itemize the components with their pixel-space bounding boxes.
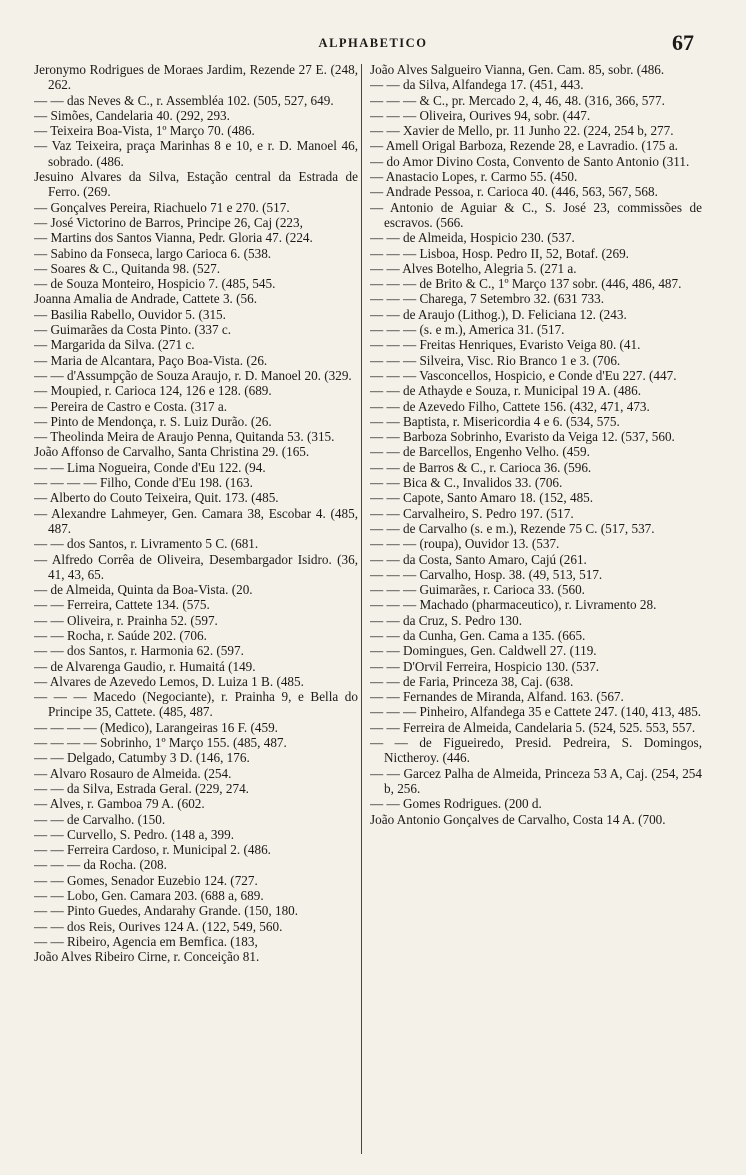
page-number: 67 xyxy=(672,30,694,55)
directory-entry: — de Alvarenga Gaudio, r. Humaitá (149. xyxy=(34,658,256,674)
directory-entry: — Vaz Teixeira, praça Marinhas 8 e 10, e r. D. Manoel 46, sobrado. (486. xyxy=(34,138,358,169)
page-header xyxy=(0,30,746,60)
directory-entry: — — — — (Medico), Larangeiras 16 F. (459. xyxy=(34,719,278,735)
directory-entry: João Affonso de Carvalho, Santa Christina 29. (165. xyxy=(34,444,310,460)
page-title: ALPHABETICO xyxy=(318,36,428,50)
directory-entry: — — Rocha, r. Saúde 202. (706. xyxy=(34,627,207,643)
directory-entry: — — — — Sobrinho, 1º Março 155. (485, 487. xyxy=(34,735,287,751)
directory-entry: — — de Barcellos, Engenho Velho. (459. xyxy=(370,444,590,460)
directory-entry: — — de Araujo (Lithog.), D. Feliciana 12. (243. xyxy=(370,306,627,322)
directory-entry: — — — da Rocha. (208. xyxy=(34,857,167,873)
directory-entry: — — Gomes Rodrigues. (200 d. xyxy=(370,796,542,812)
directory-entry: — — de Carvalho. (150. xyxy=(34,811,166,827)
directory-entry: Jeronymo Rodrigues de Moraes Jardim, Rezende 27 E. (248, 262. xyxy=(34,62,358,93)
directory-entry: — — da Costa, Santo Amaro, Cajú (261. xyxy=(370,551,587,567)
column-divider xyxy=(361,64,362,1154)
directory-entry: — Simões, Candelaria 40. (292, 293. xyxy=(34,107,230,123)
directory-entry: — — — Freitas Henriques, Evaristo Veiga 80. (41. xyxy=(370,337,641,353)
directory-entry: — — das Neves & C., r. Assembléa 102. (505, 527, 649. xyxy=(34,92,334,108)
directory-entry: — — — Carvalho, Hosp. 38. (49, 513, 517. xyxy=(370,566,603,582)
directory-entry: — — Domingues, Gen. Caldwell 27. (119. xyxy=(370,643,597,659)
directory-entry: — — — (roupa), Ouvidor 13. (537. xyxy=(370,536,560,552)
directory-entry: — — da Cruz, S. Pedro 130. xyxy=(370,612,523,628)
directory-entry: — Martins dos Santos Vianna, Pedr. Gloria 47. (224. xyxy=(34,230,313,246)
directory-entry: — — Baptista, r. Misericordia 4 e 6. (534, 575. xyxy=(370,413,620,429)
directory-entry: — — dos Santos, r. Livramento 5 C. (681. xyxy=(34,536,259,552)
directory-entry: — — — (s. e m.), America 31. (517. xyxy=(370,322,565,338)
directory-entry: — — Alves Botelho, Alegria 5. (271 a. xyxy=(370,260,577,276)
directory-entry: — — de Carvalho (s. e m.), Rezende 75 C. (517, 537. xyxy=(370,520,655,536)
directory-entry: — Gonçalves Pereira, Riachuelo 71 e 270. (517. xyxy=(34,199,290,215)
directory-entry: — Alfredo Corrêa de Oliveira, Desembargador Isidro. (36, 41, 43, 65. xyxy=(34,551,358,582)
directory-entry: — — Barboza Sobrinho, Evaristo da Veiga 12. (537, 560. xyxy=(370,429,675,445)
directory-entry: — — — Vasconcellos, Hospicio, e Conde d'Eu 227. (447. xyxy=(370,367,677,383)
directory-entry: — — de Athayde e Souza, r. Municipal 19 A. (486. xyxy=(370,383,642,399)
directory-entry: — — — Pinheiro, Alfandega 35 e Cattete 247. (140, 413, 485. xyxy=(370,704,702,720)
directory-entry: — — Garcez Palha de Almeida, Princeza 53 A, Caj. (254, 254 b, 256. xyxy=(370,765,702,796)
directory-entry: — Alexandre Lahmeyer, Gen. Camara 38, Escobar 4. (485, 487. xyxy=(34,505,358,536)
directory-entry: — — Xavier de Mello, pr. 11 Junho 22. (224, 254 b, 277. xyxy=(370,123,674,139)
directory-entry: — — de Figueiredo, Presid. Pedreira, S. Domingos, Nictheroy. (446. xyxy=(370,735,702,766)
directory-entry: — — Curvello, S. Pedro. (148 a, 399. xyxy=(34,826,234,842)
directory-entry: — Pereira de Castro e Costa. (317 a. xyxy=(34,398,227,414)
directory-entry: — Theolinda Meira de Araujo Penna, Quitanda 53. (315. xyxy=(34,429,335,445)
directory-entry: — Guimarães da Costa Pinto. (337 c. xyxy=(34,322,232,338)
directory-entry: — — de Azevedo Filho, Cattete 156. (432, 471, 473. xyxy=(370,398,650,414)
directory-entry: — — — Lisboa, Hosp. Pedro II, 52, Botaf. (269. xyxy=(370,245,629,261)
directory-entry: — — d'Assumpção de Souza Araujo, r. D. Manoel 20. (329. xyxy=(34,367,352,383)
left-column xyxy=(34,62,358,1162)
directory-entry: — — da Silva, Estrada Geral. (229, 274. xyxy=(34,780,249,796)
directory-entry: — — da Silva, Alfandega 17. (451, 443. xyxy=(370,77,584,93)
directory-entry: — Sabino da Fonseca, largo Carioca 6. (538. xyxy=(34,245,272,261)
directory-entry: — de Souza Monteiro, Hospicio 7. (485, 545. xyxy=(34,276,276,292)
directory-entry: — Anastacio Lopes, r. Carmo 55. (450. xyxy=(370,169,578,185)
directory-entry: — — de Barros & C., r. Carioca 36. (596. xyxy=(370,459,592,475)
directory-entry: — — dos Reis, Ourives 124 A. (122, 549, 560. xyxy=(34,918,283,934)
directory-entry: — — Gomes, Senador Euzebio 124. (727. xyxy=(34,872,258,888)
directory-entry: Jesuino Alvares da Silva, Estação central da Estrada de Ferro. (269. xyxy=(34,169,358,200)
directory-entry: — — da Cunha, Gen. Cama a 135. (665. xyxy=(370,627,586,643)
directory-entry: — — — Silveira, Visc. Rio Branco 1 e 3. (706. xyxy=(370,352,621,368)
directory-entry: — — — & C., pr. Mercado 2, 4, 46, 48. (316, 366, 577. xyxy=(370,92,665,108)
directory-entry: — — Lobo, Gen. Camara 203. (688 a, 689. xyxy=(34,888,264,904)
directory-entry: — — — Oliveira, Ourives 94, sobr. (447. xyxy=(370,107,591,123)
directory-entry: — — — Guimarães, r. Carioca 33. (560. xyxy=(370,582,585,598)
directory-entry: — — — Charega, 7 Setembro 32. (631 733. xyxy=(370,291,605,307)
directory-entry: — Antonio de Aguiar & C., S. José 23, commissões de escravos. (566. xyxy=(370,199,702,230)
directory-entry: — — — Machado (pharmaceutico), r. Livramento 28. xyxy=(370,597,657,613)
directory-entry: Joanna Amalia de Andrade, Cattete 3. (56. xyxy=(34,291,258,307)
directory-entry: — — Ferreira Cardoso, r. Municipal 2. (486. xyxy=(34,842,271,858)
directory-entry: — — — Macedo (Negociante), r. Prainha 9, e Bella do Principe 35, Cattete. (485, 487. xyxy=(34,689,358,720)
directory-entry: — Soares & C., Quitanda 98. (527. xyxy=(34,260,221,276)
directory-entry: — Teixeira Boa-Vista, 1º Março 70. (486. xyxy=(34,123,255,139)
directory-entry: — — de Almeida, Hospicio 230. (537. xyxy=(370,230,575,246)
directory-entry: — — D'Orvil Ferreira, Hospicio 130. (537. xyxy=(370,658,600,674)
directory-entry: — Alvares de Azevedo Lemos, D. Luiza 1 B. (485. xyxy=(34,673,304,689)
directory-entry: — Pinto de Mendonça, r. S. Luiz Durão. (26. xyxy=(34,413,272,429)
directory-entry: — Alvaro Rosauro de Almeida. (254. xyxy=(34,765,232,781)
directory-entry: — — — — Filho, Conde d'Eu 198. (163. xyxy=(34,475,253,491)
directory-entry: — — Oliveira, r. Prainha 52. (597. xyxy=(34,612,218,628)
directory-entry: — — Ribeiro, Agencia em Bemfica. (183, xyxy=(34,933,258,949)
directory-entry: João Alves Salgueiro Vianna, Gen. Cam. 85, sobr. (486. xyxy=(370,62,665,77)
directory-entry: — — Bica & C., Invalidos 33. (706. xyxy=(370,475,563,491)
directory-entry: — Amell Origal Barboza, Rezende 28, e Lavradio. (175 a. xyxy=(370,138,678,154)
directory-entry: — do Amor Divino Costa, Convento de Santo Antonio (311. xyxy=(370,153,690,169)
directory-entry: — — — de Brito & C., 1º Março 137 sobr. (446, 486, 487. xyxy=(370,276,682,292)
directory-entry: — Andrade Pessoa, r. Carioca 40. (446, 563, 567, 568. xyxy=(370,184,658,200)
directory-entry: João Alves Ribeiro Cirne, r. Conceição 81. xyxy=(34,949,260,965)
directory-entry: — — Carvalheiro, S. Pedro 197. (517. xyxy=(370,505,574,521)
directory-entry: — — Delgado, Catumby 3 D. (146, 176. xyxy=(34,750,250,766)
directory-entry: — Alberto do Couto Teixeira, Quit. 173. (485. xyxy=(34,490,279,506)
directory-entry: — Alves, r. Gamboa 79 A. (602. xyxy=(34,796,205,812)
directory-entry: — Maria de Alcantara, Paço Boa-Vista. (26. xyxy=(34,352,268,368)
directory-entry: — — Ferreira, Cattete 134. (575. xyxy=(34,597,210,613)
directory-entry: — — Ferreira de Almeida, Candelaria 5. (524, 525. 553, 557. xyxy=(370,719,696,735)
directory-entry: — José Victorino de Barros, Principe 26, Caj (223, xyxy=(34,214,303,230)
directory-entry: — Margarida da Silva. (271 c. xyxy=(34,337,195,353)
directory-entry: — — Pinto Guedes, Andarahy Grande. (150, 180. xyxy=(34,903,299,919)
right-column xyxy=(370,62,702,1162)
directory-entry: — — de Faria, Princeza 38, Caj. (638. xyxy=(370,673,574,689)
directory-entry: — de Almeida, Quinta da Boa-Vista. (20. xyxy=(34,582,253,598)
directory-entry: — — dos Santos, r. Harmonia 62. (597. xyxy=(34,643,244,659)
directory-entry: — — Lima Nogueira, Conde d'Eu 122. (94. xyxy=(34,459,266,475)
directory-entry: — — Capote, Santo Amaro 18. (152, 485. xyxy=(370,490,594,506)
directory-entry: João Antonio Gonçalves de Carvalho, Costa 14 A. (700. xyxy=(370,811,666,827)
directory-entry: — — Fernandes de Miranda, Alfand. 163. (567. xyxy=(370,689,624,705)
directory-entry: — Moupied, r. Carioca 124, 126 e 128. (689. xyxy=(34,383,272,399)
directory-entry: — Basilia Rabello, Ouvidor 5. (315. xyxy=(34,306,226,322)
